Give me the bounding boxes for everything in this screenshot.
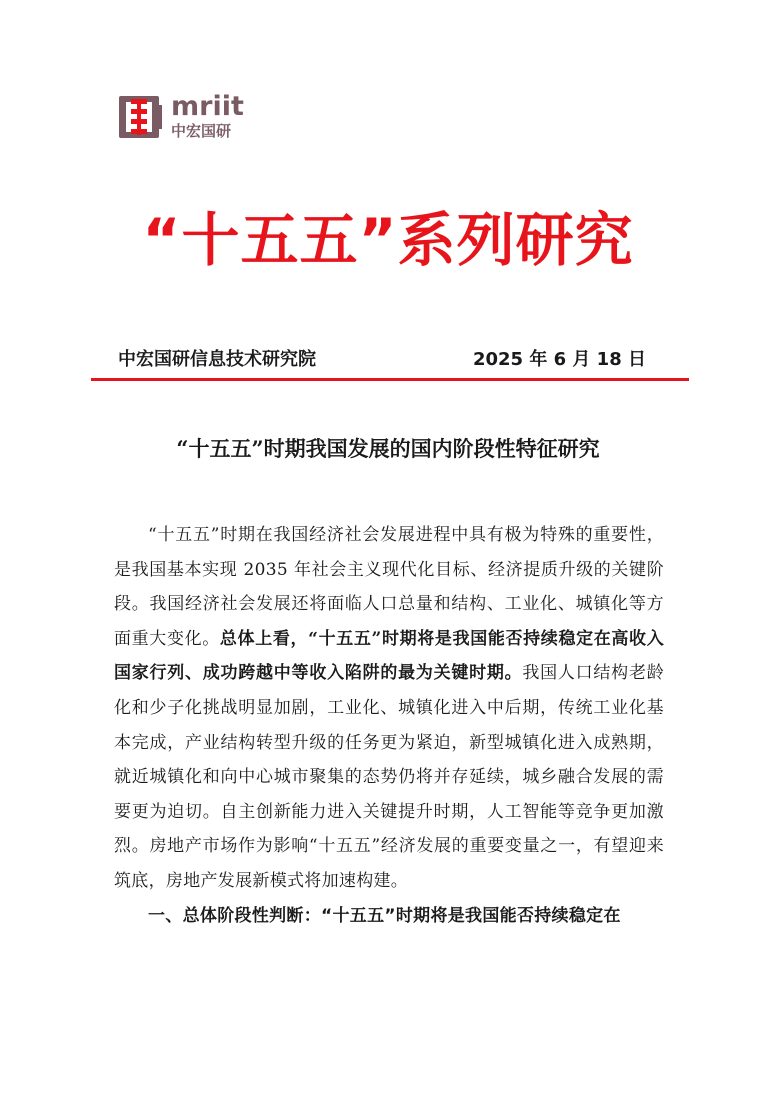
paragraph-intro-text-b: 我国人口结构老龄化和少子化挑战明显加剧，工业化、城镇化进入中后期，传统工业化基本完成，产业结构转型升级的任务更为紧迫，新型城镇化进入成熟期，就近城镇化和向中心城市聚集的态势仍将并存延续，城乡融合发展的需要更为迫切。自主创新能力进入关键提升时期，人工智能等竞争更加激烈。房地产市场作为影响“十五五”经济发展的重要变量之一，有望迎来筑底，房地产发展新模式将加速构建。 xyxy=(114,663,664,891)
publication-header xyxy=(118,347,658,373)
header-divider xyxy=(91,378,689,381)
series-title: “十五五”系列研究 xyxy=(142,206,634,274)
paragraph-intro xyxy=(114,518,664,899)
article-title: “十五五”时期我国发展的国内阶段性特征研究 xyxy=(176,436,600,461)
section-heading-1: 一、总体阶段性判断：“十五五”时期将是我国能否持续稳定在 xyxy=(148,905,621,926)
organization-name: 中宏国研信息技术研究院 xyxy=(118,349,316,370)
logo-mark-icon xyxy=(117,93,165,141)
paragraph-intro-key-judgment: 总体上看，“十五五”时期将是我国能否持续稳定在高收入国家行列、成功跨越中等收入陷阱的最为关键时期。 xyxy=(114,628,664,684)
mriit-logo xyxy=(117,93,247,143)
paragraph-intro-text-a: “十五五”时期在我国经济社会发展进程中具有极为特殊的重要性，是我国基本实现 2035 年社会主义现代化目标、经济提质升级的关键阶段。我国经济社会发展还将面临人口总量和结构、工业化、城镇化等方面重大变化。 xyxy=(114,525,664,649)
logo-wordmark: mriit xyxy=(171,91,244,122)
publication-date: 2025 年 6 月 18 日 xyxy=(472,349,646,370)
article-body xyxy=(114,518,664,933)
logo-chinese-name: 中宏国研 xyxy=(171,122,232,140)
